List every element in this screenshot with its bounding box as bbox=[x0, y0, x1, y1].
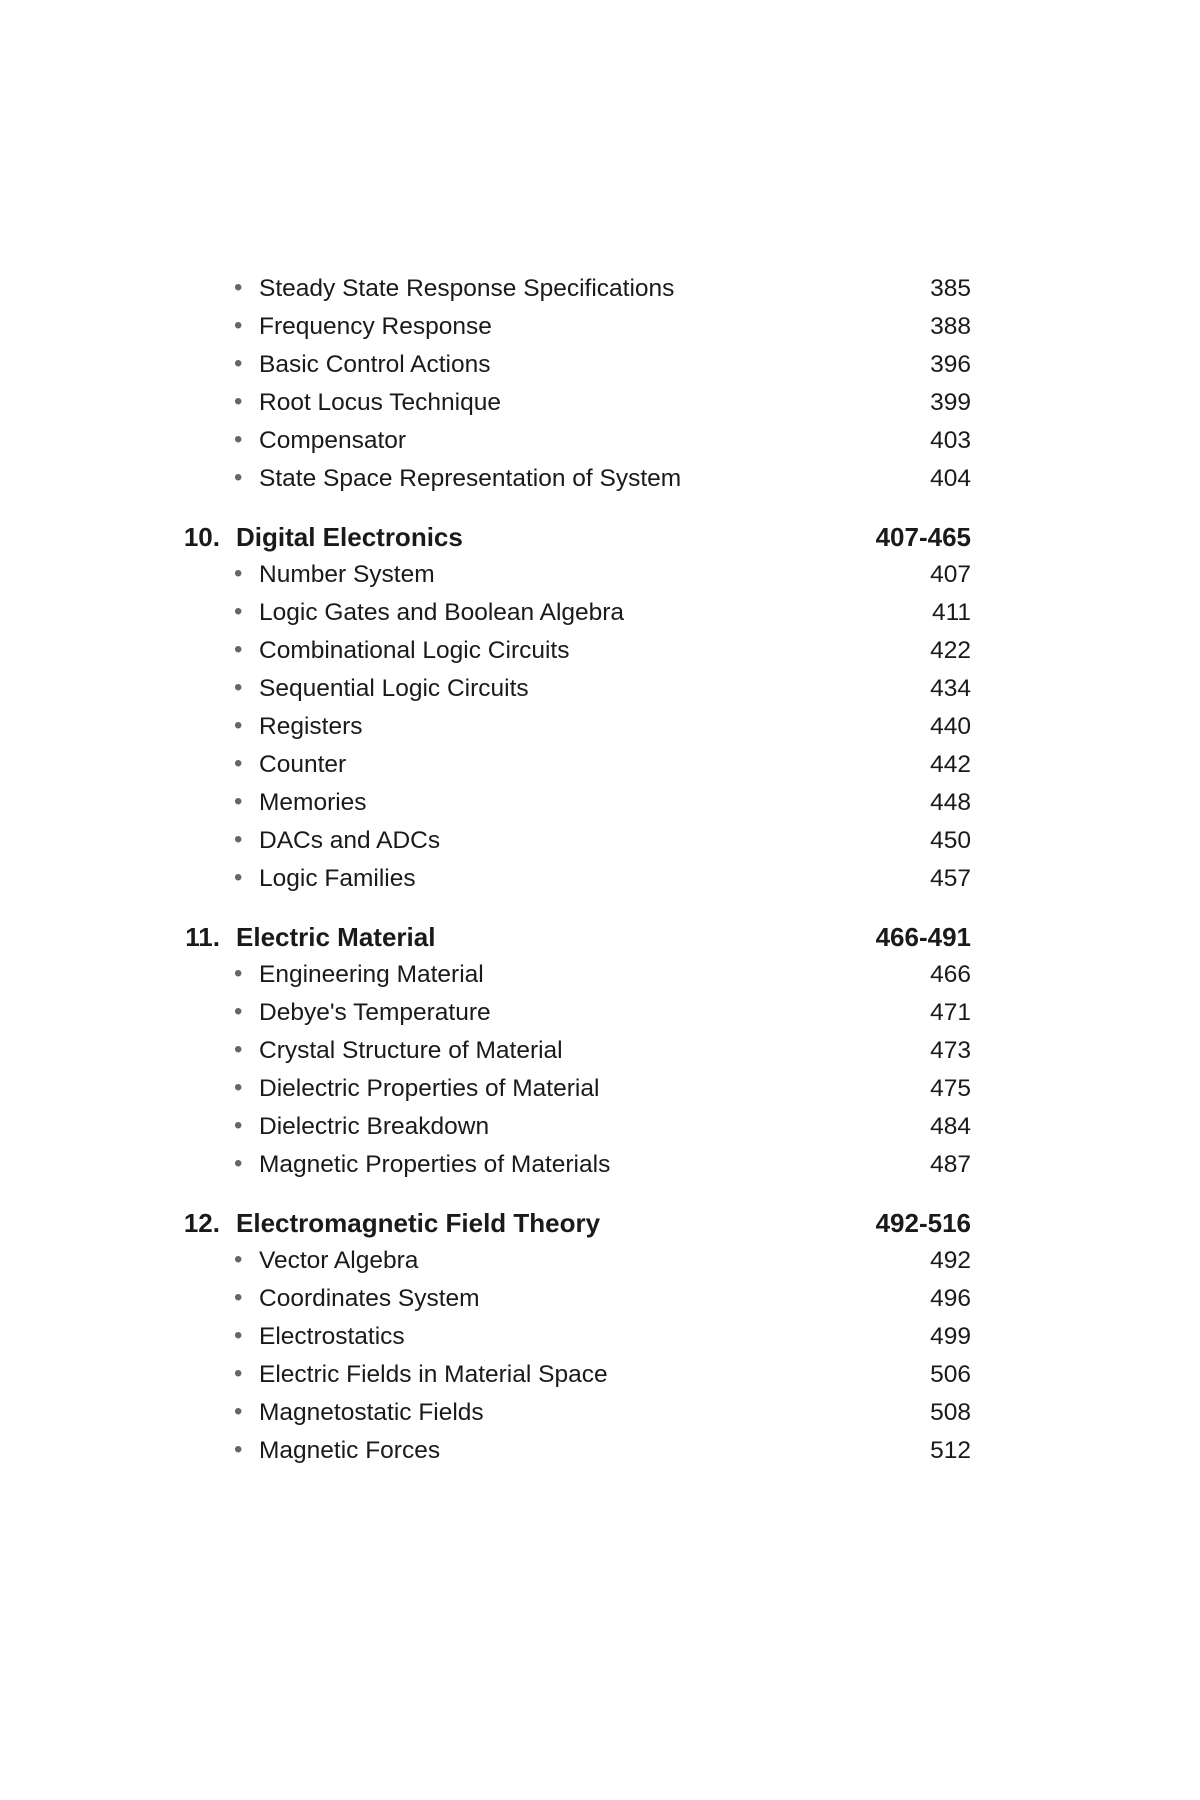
bullet-icon: • bbox=[234, 1322, 243, 1349]
toc-section-chapter-10 bbox=[0, 516, 1200, 898]
toc-entry-label: Sequential Logic Circuits bbox=[259, 675, 529, 702]
toc-entry-label: Coordinates System bbox=[259, 1285, 480, 1312]
bullet-icon: • bbox=[234, 560, 243, 587]
toc-entry-label: Debye's Temperature bbox=[259, 999, 491, 1026]
chapter-title: Electromagnetic Field Theory bbox=[236, 1208, 601, 1238]
toc-entry-label: Number System bbox=[259, 561, 435, 588]
chapter-page-range: 466-491 bbox=[875, 922, 971, 952]
toc-entry-page: 475 bbox=[930, 1075, 971, 1102]
toc-entry[interactable] bbox=[0, 1242, 1200, 1280]
toc-entry-label: Registers bbox=[259, 713, 363, 740]
chapter-page-range: 492-516 bbox=[875, 1208, 971, 1238]
toc-entry[interactable] bbox=[0, 270, 1200, 308]
toc-entry[interactable] bbox=[0, 1146, 1200, 1184]
toc-entry-label: Engineering Material bbox=[259, 961, 484, 988]
toc-entry-page: 457 bbox=[930, 865, 971, 892]
toc-entry[interactable] bbox=[0, 460, 1200, 498]
toc-entry-label: Root Locus Technique bbox=[259, 389, 501, 416]
toc-entry-page: 499 bbox=[930, 1323, 971, 1350]
bullet-icon: • bbox=[234, 998, 243, 1025]
bullet-icon: • bbox=[234, 864, 243, 891]
toc-entry-label: Electric Fields in Material Space bbox=[259, 1361, 608, 1388]
toc-entry-page: 496 bbox=[930, 1285, 971, 1312]
toc-entry-page: 484 bbox=[930, 1113, 971, 1140]
bullet-icon: • bbox=[234, 750, 243, 777]
toc-entry-page: 399 bbox=[930, 389, 971, 416]
toc-entry-label: Vector Algebra bbox=[259, 1247, 419, 1274]
table-of-contents bbox=[0, 270, 1200, 1470]
toc-entry-page: 434 bbox=[930, 675, 971, 702]
toc-entry-label: Steady State Response Specifications bbox=[259, 275, 675, 302]
chapter-number: 10. bbox=[183, 522, 220, 552]
toc-entry-label: Logic Gates and Boolean Algebra bbox=[259, 599, 625, 626]
toc-entry-page: 440 bbox=[930, 713, 971, 740]
chapter-number: 12. bbox=[183, 1208, 220, 1238]
chapter-title: Digital Electronics bbox=[236, 522, 463, 552]
toc-entry[interactable] bbox=[0, 1108, 1200, 1146]
toc-section-continued bbox=[0, 270, 1200, 498]
toc-entry[interactable] bbox=[0, 822, 1200, 860]
toc-entry[interactable] bbox=[0, 670, 1200, 708]
chapter-heading[interactable] bbox=[0, 916, 1200, 956]
toc-entry[interactable] bbox=[0, 1070, 1200, 1108]
toc-entry-page: 407 bbox=[930, 561, 971, 588]
toc-entry[interactable] bbox=[0, 632, 1200, 670]
toc-entry[interactable] bbox=[0, 308, 1200, 346]
toc-entry[interactable] bbox=[0, 556, 1200, 594]
toc-entry-label: Dielectric Properties of Material bbox=[259, 1075, 600, 1102]
toc-entry-page: 473 bbox=[930, 1037, 971, 1064]
toc-entry[interactable] bbox=[0, 384, 1200, 422]
toc-entry[interactable] bbox=[0, 708, 1200, 746]
toc-entry-page: 448 bbox=[930, 789, 971, 816]
bullet-icon: • bbox=[234, 788, 243, 815]
toc-entry-page: 422 bbox=[930, 637, 971, 664]
toc-entry-label: Magnetic Forces bbox=[259, 1437, 441, 1464]
toc-entry-page: 466 bbox=[930, 961, 971, 988]
toc-entry-page: 471 bbox=[930, 999, 971, 1026]
toc-entry-page: 506 bbox=[930, 1361, 971, 1388]
toc-entry[interactable] bbox=[0, 594, 1200, 632]
toc-entry-page: 388 bbox=[930, 313, 971, 340]
toc-entry[interactable] bbox=[0, 956, 1200, 994]
bullet-icon: • bbox=[234, 464, 243, 491]
toc-entry[interactable] bbox=[0, 746, 1200, 784]
bullet-icon: • bbox=[234, 1112, 243, 1139]
toc-entry[interactable] bbox=[0, 422, 1200, 460]
bullet-icon: • bbox=[234, 350, 243, 377]
toc-entry-label: Logic Families bbox=[259, 865, 416, 892]
toc-entry[interactable] bbox=[0, 860, 1200, 898]
toc-entry[interactable] bbox=[0, 1432, 1200, 1470]
toc-entry-page: 442 bbox=[930, 751, 971, 778]
toc-entry-label: Basic Control Actions bbox=[259, 351, 491, 378]
bullet-icon: • bbox=[234, 674, 243, 701]
toc-entry-page: 487 bbox=[930, 1151, 971, 1178]
bullet-icon: • bbox=[234, 1360, 243, 1387]
toc-entry-label: Combinational Logic Circuits bbox=[259, 637, 570, 664]
bullet-icon: • bbox=[234, 1246, 243, 1273]
toc-entry[interactable] bbox=[0, 1356, 1200, 1394]
chapter-page-range: 407-465 bbox=[875, 522, 971, 552]
bullet-icon: • bbox=[234, 1036, 243, 1063]
toc-entry-label: State Space Representation of System bbox=[259, 465, 682, 492]
toc-entry-label: Frequency Response bbox=[259, 313, 492, 340]
bullet-icon: • bbox=[234, 1284, 243, 1311]
bullet-icon: • bbox=[234, 1398, 243, 1425]
chapter-number: 11. bbox=[185, 922, 220, 952]
toc-entry[interactable] bbox=[0, 346, 1200, 384]
bullet-icon: • bbox=[234, 598, 243, 625]
toc-entry-page: 492 bbox=[930, 1247, 971, 1274]
toc-entry[interactable] bbox=[0, 994, 1200, 1032]
toc-entry-label: Electrostatics bbox=[259, 1323, 405, 1350]
bullet-icon: • bbox=[234, 426, 243, 453]
toc-entry-label: Magnetostatic Fields bbox=[259, 1399, 484, 1426]
bullet-icon: • bbox=[234, 1436, 243, 1463]
bullet-icon: • bbox=[234, 960, 243, 987]
toc-entry-label: Crystal Structure of Material bbox=[259, 1037, 563, 1064]
bullet-icon: • bbox=[234, 274, 243, 301]
chapter-heading[interactable] bbox=[0, 516, 1200, 556]
bullet-icon: • bbox=[234, 1074, 243, 1101]
toc-entry-label: DACs and ADCs bbox=[259, 827, 441, 854]
bullet-icon: • bbox=[234, 312, 243, 339]
toc-entry[interactable] bbox=[0, 1318, 1200, 1356]
bullet-icon: • bbox=[234, 826, 243, 853]
toc-entry-label: Memories bbox=[259, 789, 367, 816]
toc-entry[interactable] bbox=[0, 1394, 1200, 1432]
bullet-icon: • bbox=[234, 712, 243, 739]
toc-entry-page: 450 bbox=[930, 827, 971, 854]
toc-entry-page: 512 bbox=[930, 1437, 971, 1464]
toc-entry-label: Compensator bbox=[259, 427, 407, 454]
toc-entry-label: Magnetic Properties of Materials bbox=[259, 1151, 611, 1178]
toc-section-chapter-11 bbox=[0, 916, 1200, 1184]
toc-entry-page: 396 bbox=[930, 351, 971, 378]
toc-entry[interactable] bbox=[0, 1032, 1200, 1070]
chapter-title: Electric Material bbox=[236, 922, 436, 952]
toc-entry-label: Counter bbox=[259, 751, 347, 778]
toc-entry-page: 403 bbox=[930, 427, 971, 454]
toc-entry[interactable] bbox=[0, 784, 1200, 822]
bullet-icon: • bbox=[234, 636, 243, 663]
bullet-icon: • bbox=[234, 388, 243, 415]
toc-entry-page: 508 bbox=[930, 1399, 971, 1426]
toc-entry-page: 385 bbox=[930, 275, 971, 302]
bullet-icon: • bbox=[234, 1150, 243, 1177]
toc-entry-label: Dielectric Breakdown bbox=[259, 1113, 490, 1140]
chapter-heading[interactable] bbox=[0, 1202, 1200, 1242]
toc-section-chapter-12 bbox=[0, 1202, 1200, 1470]
toc-entry-page: 411 bbox=[931, 599, 971, 626]
toc-entry-page: 404 bbox=[930, 465, 971, 492]
toc-entry[interactable] bbox=[0, 1280, 1200, 1318]
